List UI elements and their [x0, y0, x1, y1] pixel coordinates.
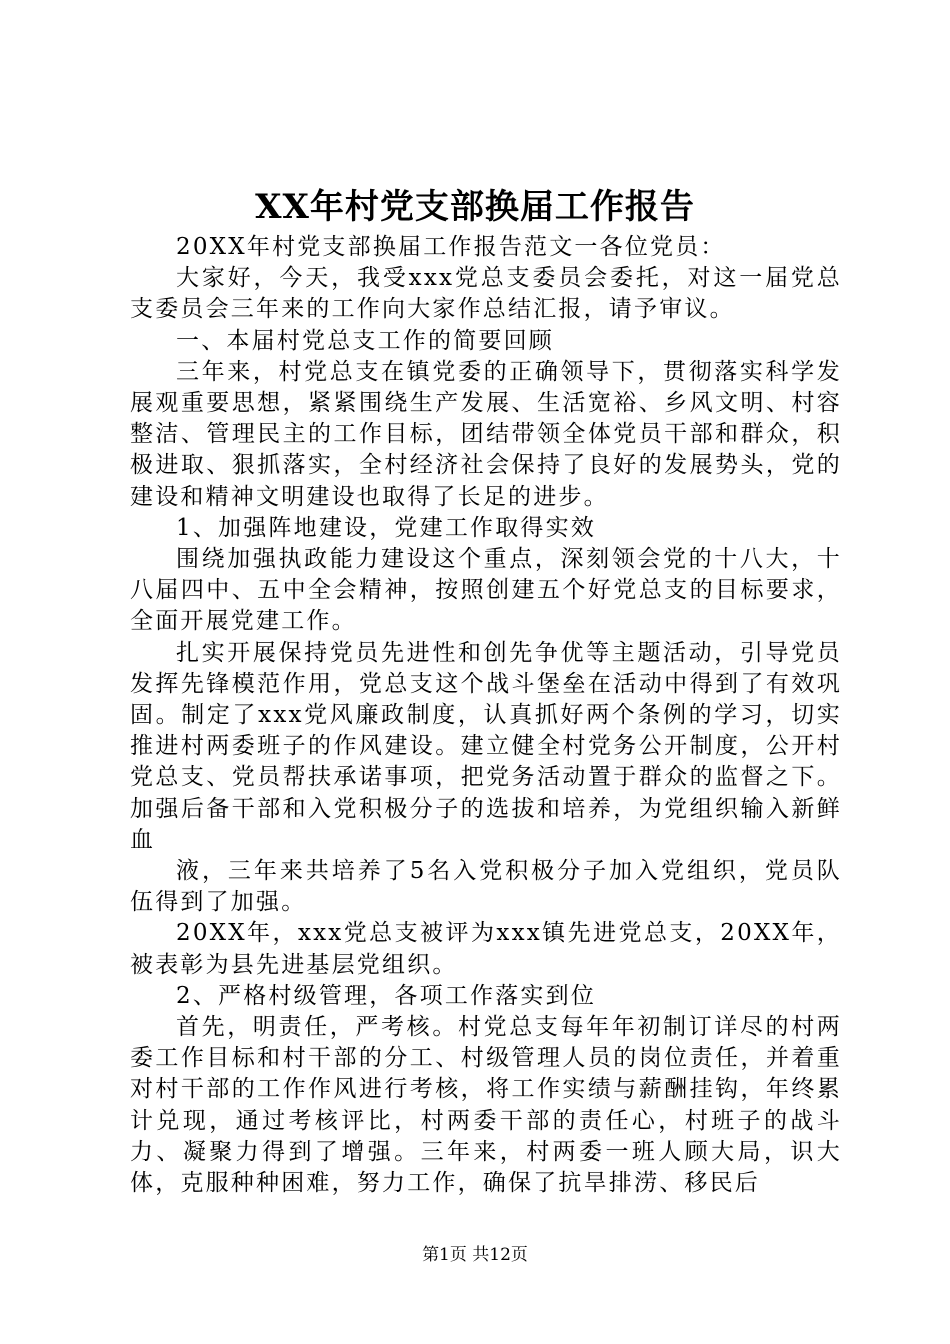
document-body [130, 232, 842, 1199]
page-number-footer: 第1页 共12页 [422, 1245, 528, 1265]
paragraph-capacity-building: 围绕加强执政能力建设这个重点，深刻领会党的十八大，十八届四中、五中全会精神，按照创建五个好党总支的目标要求，全面开展党建工作。 [130, 546, 842, 635]
section-heading-review: 一、本届村党总支工作的简要回顾 [176, 327, 554, 354]
subheading-party-building: 1、加强阵地建设，党建工作取得实效 [176, 514, 597, 541]
paragraph-honors: 20XX年，xxx党总支被评为xxx镇先进党总支，20XX年，被表彰为县先进基层党组织。 [130, 920, 842, 978]
paragraph-recruitment: 液，三年来共培养了5名入党积极分子加入党组织，党员队伍得到了加强。 [130, 858, 842, 916]
paragraph-activities: 扎实开展保持党员先进性和创先争优等主题活动，引导党员发挥先锋模范作用，党总支这个战斗堡垒在活动中得到了有效巩固。制定了xxx党风廉政制度，认真抓好两个条例的学习，切实推进村两委班子的作风建设。建立健全村党务公开制度，公开村党总支、党员帮扶承诺事项，把党务活动置于群众的监督之下。加强后备干部和入党积极分子的选拔和培养，为党组织输入新鲜血 [130, 639, 842, 853]
paragraph-opening: 大家好，今天，我受xxx党总支委员会委托，对这一届党总支委员会三年来的工作向大家作总结汇报，请予审议。 [130, 265, 842, 323]
paragraph-overview: 三年来，村党总支在镇党委的正确领导下，贯彻落实科学发展观重要思想，紧紧围绕生产发展、生活宽裕、乡风文明、村容整洁、管理民主的工作目标，团结带领全体党员干部和群众，积极进取、狠抓落实，全村经济社会保持了良好的发展势头，党的建设和精神文明建设也取得了长足的进步。 [130, 358, 842, 510]
paragraph-responsibility: 首先，明责任，严考核。村党总支每年年初制订详尽的村两委工作目标和村干部的分工、村级管理人员的岗位责任，并着重对村干部的工作作风进行考核，将工作实绩与薪酬挂钩，年终累计兑现，通过考核评比，村两委干部的责任心，村班子的战斗力、凝聚力得到了增强。三年来，村两委一班人顾大局，识大体，克服种种困难，努力工作，确保了抗旱排涝、移民后 [130, 1014, 842, 1197]
document-title: XX年村党支部换届工作报告 [255, 187, 695, 227]
paragraph-greeting: 20XX年村党支部换届工作报告范文一各位党员： [176, 234, 726, 260]
subheading-village-management: 2、严格村级管理，各项工作落实到位 [176, 982, 597, 1009]
